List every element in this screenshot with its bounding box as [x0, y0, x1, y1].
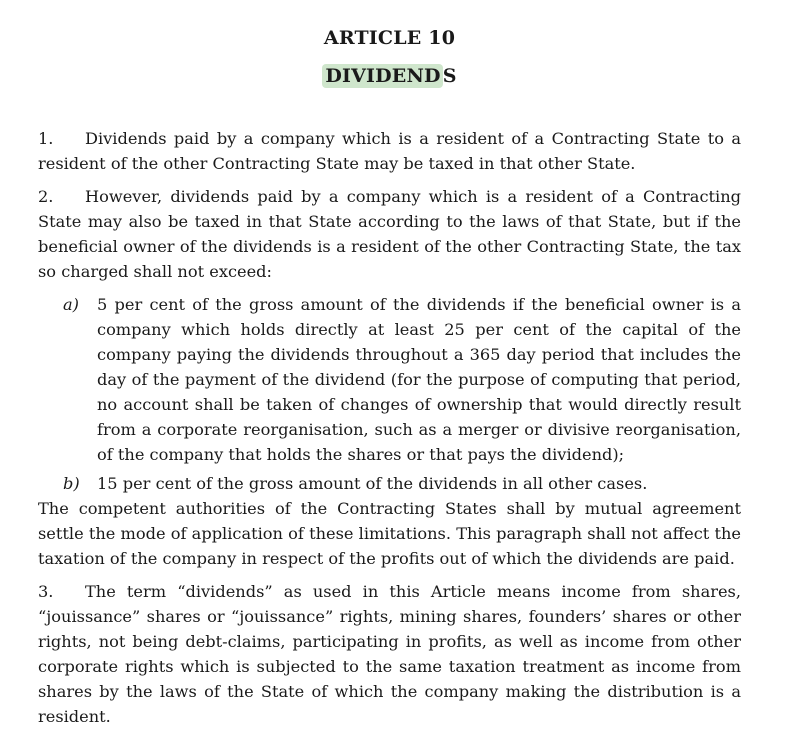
paragraph-2: [38, 184, 741, 284]
article-body: [38, 126, 741, 729]
paragraph-text: However, dividends paid by a company which is a resident of a Contracting State may also be taxed in that State according to the laws of that State, but if the beneficial owner of the dividends is a resident of the other Contracting State, the tax so charged shall not exceed:: [38, 187, 741, 281]
paragraph-number: 1.: [38, 129, 54, 148]
article-number: ARTICLE 10: [323, 27, 456, 49]
sub-item-a: [38, 292, 741, 467]
paragraph-number: 2.: [38, 187, 54, 206]
sub-item-text: 5 per cent of the gross amount of the dividends if the beneficial owner is a company which holds directly at least 25 per cent of the capital of the company paying the dividends throughout a 365 day period that includes the day of the payment of the dividend (for the purpose of computing that period, no account shall be taken of changes of ownership that would directly result from a corporate reorganisation, such as a merger or divisive reorganisation, of the company that holds the shares or that pays the dividend);: [97, 295, 741, 464]
sub-item-b: [38, 471, 741, 496]
paragraph-3: [38, 579, 741, 729]
sub-item-label: a): [63, 295, 79, 314]
sub-item-text: 15 per cent of the gross amount of the dividends in all other cases.: [97, 474, 648, 493]
article-title: [38, 65, 741, 87]
highlighted-title-text: DIVIDEND: [322, 64, 442, 88]
paragraph-number: 3.: [38, 582, 54, 601]
title-text-rest: S: [442, 65, 457, 87]
sub-item-label: b): [63, 474, 80, 493]
paragraph-text: Dividends paid by a company which is a resident of a Contracting State to a resident of the other Contracting State may be taxed in that other State.: [38, 129, 741, 173]
paragraph-2-closing: The competent authorities of the Contracting States shall by mutual agreement settle the mode of application of these limitations. This paragraph shall not affect the taxation of the company in respect of the profits out of which the dividends are paid.: [38, 499, 741, 568]
paragraph-1: [38, 126, 741, 176]
paragraph-text: The term “dividends” as used in this Article means income from shares, “jouissance” shares or “jouissance” rights, mining shares, founders’ shares or other rights, not being debt-claims, participating in profits, as well as income from other corporate rights which is subjected to the same taxation treatment as income from shares by the laws of the State of which the company making the distribution is a resident.: [38, 582, 741, 726]
